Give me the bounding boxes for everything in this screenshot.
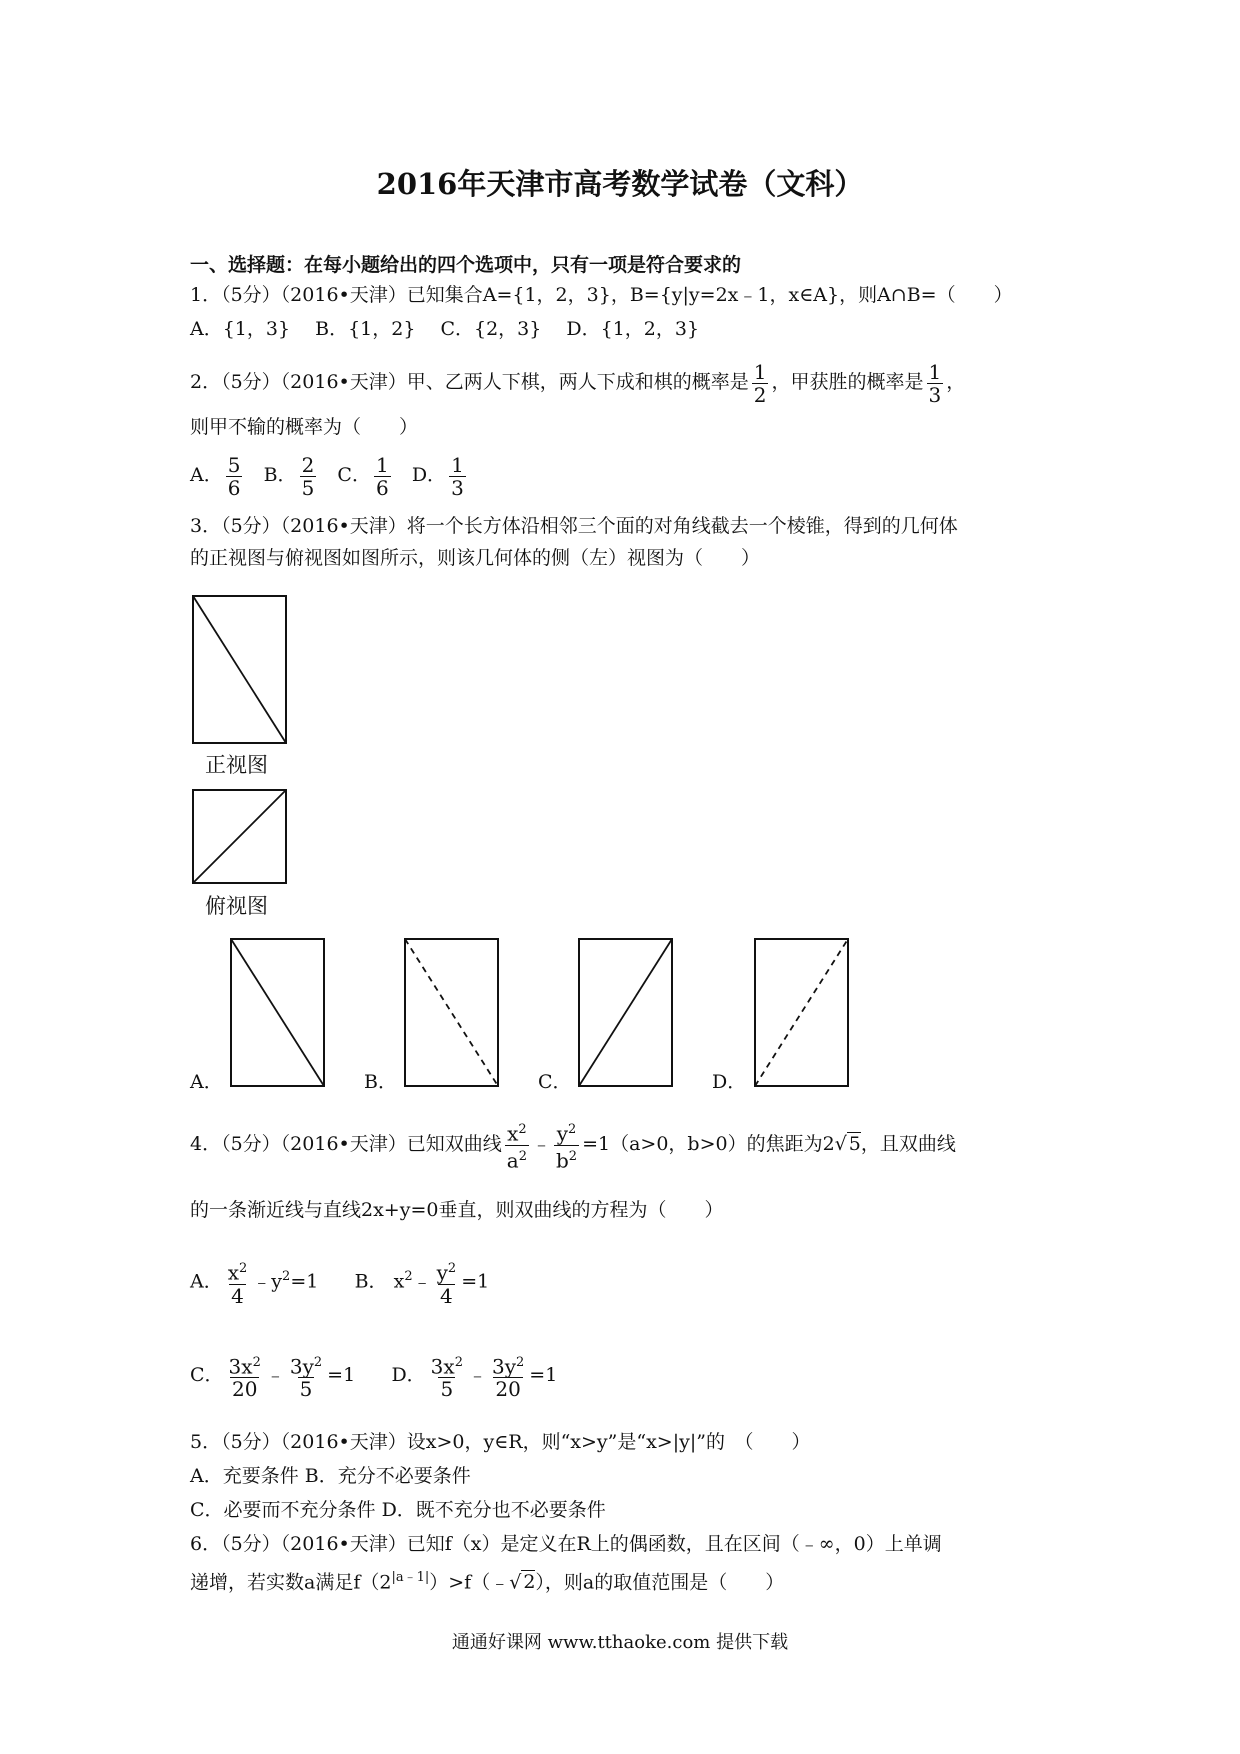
question-4-line2: 的一条渐近线与直线2x+y=0垂直，则双曲线的方程为（ ） [190, 1199, 724, 1221]
question-2-options: A． $\frac{5}{6}$ B． $\frac{2}{5}$ C． $\frac{1}{6}$ D． $\frac{1}{3}$ [190, 452, 464, 500]
question-5-text: 5．（5分）（2016•天津）设x>0，y∈R，则“x>y”是“x>|y|”的 （ ） [190, 1431, 811, 1453]
question-3-line1: 3．（5分）（2016•天津）将一个长方体沿相邻三个面的对角线截去一个棱锥，得到的几何体 [190, 515, 958, 537]
q3-option-c-figure [578, 938, 674, 1088]
front-view-caption: 正视图 [205, 753, 268, 777]
top-view-figure [192, 789, 288, 885]
q3-option-b-label: B． [364, 1071, 397, 1093]
q2-fraction-draw: $\frac{1}{2}$ [753, 359, 767, 407]
question-1-text: 1．（5分）（2016•天津）已知集合A={1，2，3}，B={y|y=2x﹣1，x∈A}，则A∩B=（ ） [190, 284, 1013, 306]
top-view-caption: 俯视图 [205, 894, 268, 918]
q4-options-cd: C． $\frac{3x^2}{20}$ ﹣ $\frac{3y^2}{5}$ =1 D． $\frac{3x^2}{5}$ ﹣ $\frac{3y^2}{20}$ =1 [190, 1354, 558, 1402]
q3-option-a-figure [230, 938, 326, 1088]
page-title: 2016年天津市高考数学试卷（文科） [376, 167, 864, 201]
question-6-line2: 递增，若实数a满足$f(2^{|a﹣1|})>f(﹣√$ 2），则a的取值范围是（ ） [190, 1570, 785, 1594]
q2-text-b: ，甲获胜的概率是 [771, 371, 924, 393]
q3-option-c-label: C． [538, 1071, 572, 1093]
q3-option-d-figure [754, 938, 850, 1088]
question-2-line2: 则甲不输的概率为（ ） [190, 416, 419, 438]
question-5-options-1: A．充要条件 B．充分不必要条件 [190, 1465, 471, 1487]
question-5-options-2: C．必要而不充分条件 D．既不充分也不必要条件 [190, 1499, 606, 1521]
q3-option-d-label: D． [712, 1071, 747, 1093]
section-heading: 一、选择题：在每小题给出的四个选项中，只有一项是符合要求的 [190, 254, 742, 276]
q4-options-ab: A． $\frac{x^2}{4}$ $﹣y^2=1$ B． $x^2﹣$ $\frac{y^2}{4}$ =1 [190, 1260, 490, 1308]
q3-option-a-label: A． [190, 1071, 223, 1093]
q2-text-a: 2．（5分）（2016•天津）甲、乙两人下棋，两人下成和棋的概率是 [190, 371, 749, 393]
front-view-figure [192, 595, 288, 745]
question-1-options: A．{1，3} B．{1，2} C．{2，3} D．{1，2，3} [190, 318, 700, 340]
question-2-text: 2．（5分）（2016•天津）甲、乙两人下棋，两人下成和棋的概率是 $\frac{1}{2}$ ，甲获胜的概率是 $\frac{1}{3}$ ， [190, 359, 966, 407]
q2-fraction-win: $\frac{1}{3}$ [928, 359, 942, 407]
page-footer: 通通好课网 www.tthaoke.com 提供下载 [451, 1632, 789, 1653]
q3-option-b-figure [404, 938, 500, 1088]
question-6-line1: 6．（5分）（2016•天津）已知f（x）是定义在R上的偶函数，且在区间（﹣∞，0）上单调 [190, 1533, 942, 1555]
question-3-line2: 的正视图与俯视图如图所示，则该几何体的侧（左）视图为（ ） [190, 547, 761, 569]
question-4-text: 4．（5分）（2016•天津）已知双曲线 $\frac{x^2}{a^2}$ ﹣ $\frac{y^2}{b^2}$ =1（a>0，b>0）的焦距为2√ 5，且双曲线 [190, 1121, 956, 1173]
